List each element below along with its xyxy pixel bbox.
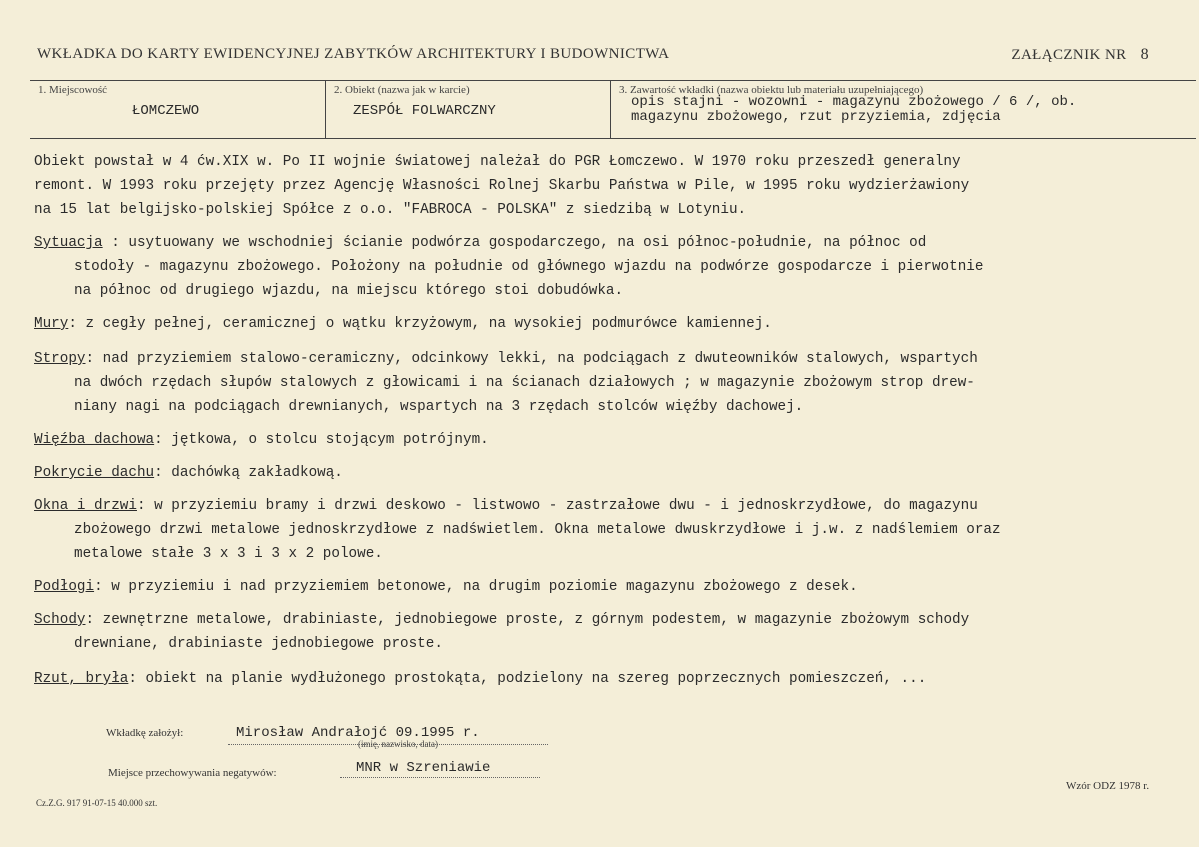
section-text: stodoły - magazynu zbożowego. Położony na południe od głównego wjazdu na podwórze gospodarcze i pierwotnie — [74, 259, 984, 275]
section-text: na północ od drugiego wjazdu, na miejscu którego stoi dobudówka. — [74, 283, 624, 299]
section-schody: Schody: zewnętrzne metalowe, drabiniaste, jednobiegowe proste, z górnym podestem, w magazynie zbożowym schody drewniane, drabiniaste jednobiegowe proste. — [34, 608, 1174, 656]
section-text: zbożowego drzwi metalowe jednoskrzydłowe z nadświetlem. Okna metalowe dwuskrzydłowe i j.w. z nadślemiem oraz — [74, 522, 1001, 538]
section-heading: Pokrycie dachu — [34, 465, 155, 481]
section-heading: Podłogi — [34, 579, 95, 595]
object-cell — [325, 81, 611, 138]
section-text: z cegły pełnej, ceramicznej o wątku krzyżowym, na wysokiej podmurówce kamiennej. — [85, 316, 772, 332]
attachment-number — [1011, 46, 1149, 64]
form-reference: Wzór ODZ 1978 r. — [1066, 780, 1150, 792]
object-label: 2. Obiekt (nazwa jak w karcie) — [334, 84, 470, 96]
author-label: Wkładkę założył: — [106, 727, 184, 739]
section-text: nad przyziemiem stalowo-ceramiczny, odcinkowy lekki, na podciągach z dwuteowników stalowych, wspartych — [102, 351, 978, 367]
content-cell — [610, 81, 1197, 138]
storage-label: Miejsce przechowywania negatywów: — [108, 767, 277, 779]
section-text: w przyziemiu bramy i drzwi deskowo - listwowo - zastrzałowe dwu - i jednoskrzydłowe, do magazynu — [154, 498, 978, 514]
section-wiezba: Więźba dachowa: jętkowa, o stolcu stojącym potrójnym. — [34, 432, 489, 448]
locality-value: ŁOMCZEWO — [132, 103, 200, 119]
section-heading: Rzut, bryła — [34, 671, 129, 687]
intro-paragraph — [34, 150, 1174, 222]
locality-cell — [30, 81, 325, 138]
storage-value: MNR w Szreniawie — [356, 760, 491, 776]
section-pokrycie: Pokrycie dachu: dachówką zakładkową. — [34, 465, 343, 481]
content-line: opis stajni - wozowni - magazynu zbożowego / 6 /, ob. — [631, 94, 1077, 110]
section-mury: Mury: z cegły pełnej, ceramicznej o wątku krzyżowym, na wysokiej podmurówce kamiennej. — [34, 316, 772, 332]
intro-line: Obiekt powstał w 4 ćw.XIX w. Po II wojnie światowej należał do PGR Łomczewo. W 1970 roku przeszedł generalny — [34, 154, 961, 170]
section-text: na dwóch rzędach słupów stalowych z głowicami i na ścianach działowych ; w magazynie zbożowym strop drew- — [74, 375, 975, 391]
author-value: Mirosław Andrałojć 09.1995 r. — [236, 725, 480, 741]
attachment-label: ZAŁĄCZNIK NR — [1011, 47, 1127, 63]
locality-label: 1. Miejscowość — [38, 84, 108, 96]
print-info: Cz.Z.G. 917 91-07-15 40.000 szt. — [36, 798, 158, 808]
author-caption: (imię, nazwisko, data) — [358, 739, 438, 749]
section-text: niany nagi na podciągach drewnianych, wspartych na 3 rzędach stolców więźby dachowej. — [74, 399, 804, 415]
section-text: metalowe stałe 3 x 3 i 3 x 2 polowe. — [74, 546, 383, 562]
section-text: obiekt na planie wydłużonego prostokąta, podzielony na szereg poprzecznych pomieszczeń, ... — [145, 671, 927, 687]
section-text: usytuowany we wschodniej ścianie podwórza gospodarczego, na osi północ-południe, na północ od — [128, 235, 927, 251]
section-text: drewniane, drabiniaste jednobiegowe proste. — [74, 636, 443, 652]
section-stropy: Stropy: nad przyziemiem stalowo-ceramiczny, odcinkowy lekki, na podciągach z dwuteowników stalowych, wspartych na dwóch rzędach słupów stalowych z głowicami i na ścianach działowych ; w magazynie zbożowym strop drew- niany nagi na podciągach drewnianych, wspartych na 3 rzędach stolców więźby dachowej. — [34, 347, 1174, 419]
section-sytuacja: Sytuacja : usytuowany we wschodniej ścianie podwórza gospodarczego, na osi północ-południe, na północ od stodoły - magazynu zbożowego. Położony na południe od głównego wjazdu na podwórze gospodarcze i pierwotnie na północ od drugiego wjazdu, na miejscu którego stoi dobudówka. — [34, 231, 1174, 303]
section-text: w przyziemiu i nad przyziemiem betonowe, na drugim poziomie magazynu zbożowego z desek. — [111, 579, 858, 595]
section-podlogi: Podłogi: w przyziemiu i nad przyziemiem betonowe, na drugim poziomie magazynu zbożowego z desek. — [34, 579, 858, 595]
header-fields — [30, 80, 1196, 139]
intro-line: remont. W 1993 roku przejęty przez Agencję Własności Rolnej Skarbu Państwa w Pile, w 1995 roku wydzierżawiony — [34, 178, 970, 194]
object-value: ZESPÓŁ FOLWARCZNY — [353, 103, 496, 119]
section-heading: Schody — [34, 612, 86, 628]
storage-underline — [340, 777, 540, 778]
attachment-value: 8 — [1140, 46, 1149, 63]
section-okna: Okna i drzwi: w przyziemiu bramy i drzwi deskowo - listwowo - zastrzałowe dwu - i jednoskrzydłowe, do magazynu zbożowego drzwi metalowe jednoskrzydłowe z nadświetlem. Okna metalowe dwuskrzydłowe i j.w. z nadślemiem oraz metalowe stałe 3 x 3 i 3 x 2 polowe. — [34, 494, 1174, 566]
intro-line: na 15 lat belgijsko-polskiej Spółce z o.o. "FABROCA - POLSKA" z siedzibą w Lotyniu. — [34, 202, 747, 218]
section-heading: Więźba dachowa — [34, 432, 155, 448]
section-text: zewnętrzne metalowe, drabiniaste, jednobiegowe proste, z górnym podestem, w magazynie zbożowym schody — [102, 612, 970, 628]
section-heading: Sytuacja — [34, 235, 103, 251]
content-label: 3. Zawartość wkładki (nazwa obiektu lub materiału uzupełniającego) — [619, 84, 924, 96]
section-heading: Okna i drzwi — [34, 498, 137, 514]
section-heading: Mury — [34, 316, 69, 332]
section-text: jętkowa, o stolcu stojącym potrójnym. — [171, 432, 489, 448]
content-line: magazynu zbożowego, rzut przyziemia, zdjęcia — [631, 109, 1001, 125]
section-text: dachówką zakładkową. — [171, 465, 343, 481]
section-heading: Stropy — [34, 351, 86, 367]
section-rzut: Rzut, bryła: obiekt na planie wydłużonego prostokąta, podzielony na szereg poprzecznych pomieszczeń, ... — [34, 671, 927, 687]
description-body — [34, 150, 1174, 691]
form-title: WKŁADKA DO KARTY EWIDENCYJNEJ ZABYTKÓW ARCHITEKTURY I BUDOWNICTWA — [37, 46, 670, 62]
content-value — [631, 95, 1076, 125]
